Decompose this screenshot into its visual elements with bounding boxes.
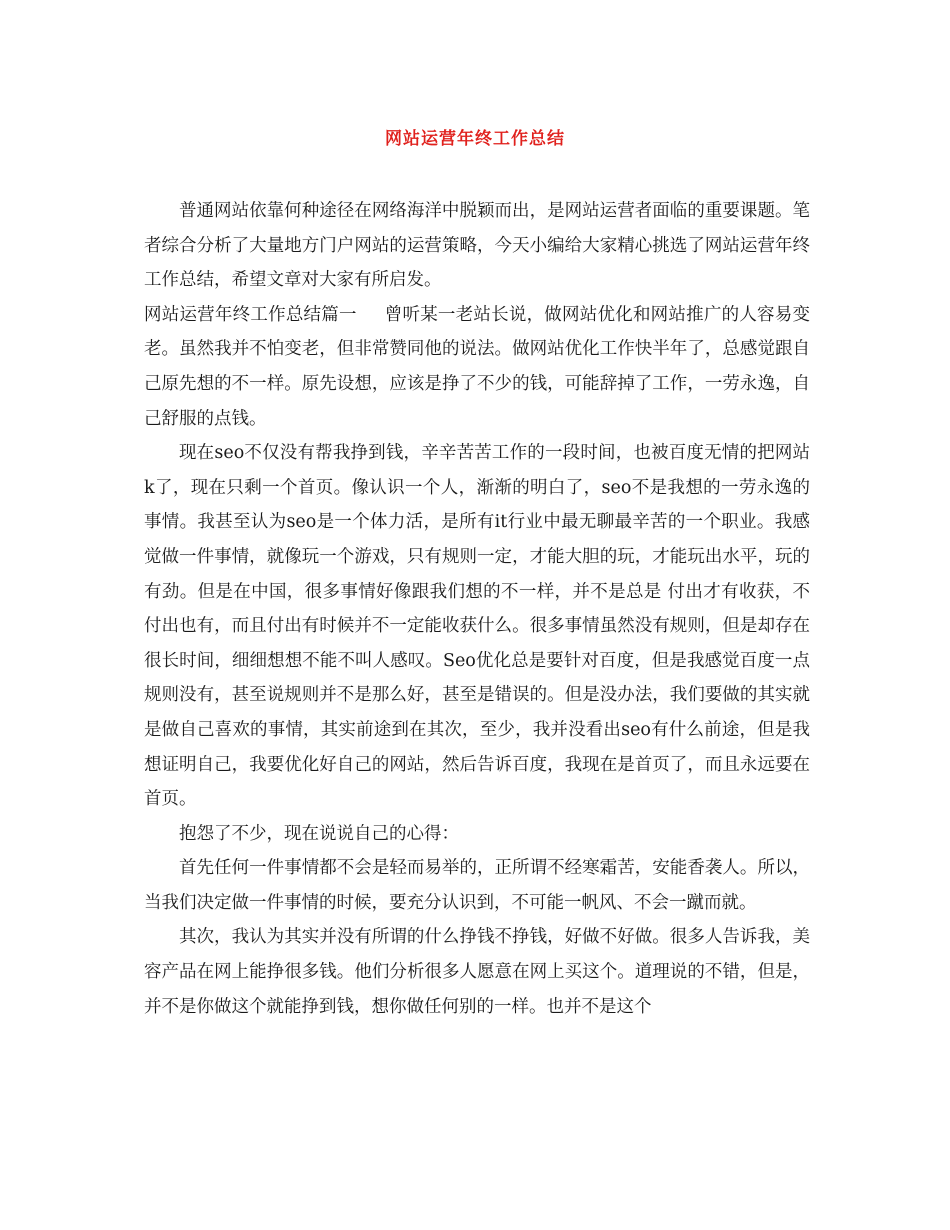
document-title: 网站运营年终工作总结 (385, 129, 565, 149)
document-body (144, 194, 810, 1024)
body-paragraph: 抱怨了不少，现在说说自己的心得： (179, 823, 459, 844)
body-paragraph: 现在seo不仅没有帮我挣到钱，辛辛苦苦工作的一段时间，也被百度无情的把网站k了，现在只剩一个首页。像认识一个人，渐渐的明白了，seo不是我想的一劳永逸的事情。我甚至认为seo是一个体力活，是所有it行业中最无聊最辛苦的一个职业。我感觉做一件事情，就像玩一个游戏，只有规则一定，才能大胆的玩，才能玩出水平，玩的有劲。但是在中国，很多事情好像跟我们想的不一样，并不是总是 付出才有收获，不付出也有，而且付出有时候并不一定能收获什么。很多事情虽然没有规则，但是却存在很长时间，细细想想不能不叫人感叹。Seo优化总是要针对百度，但是我感觉百度一点规则没有，甚至说规则并不是那么好，甚至是错误的。但是没办法，我们要做的其实就是做自己喜欢的事情，其实前途到在其次，至少，我并没看出seo有什么前途，但是我想证明自己，我要优化好自己的网站，然后告诉百度，我现在是首页了，而且永远要在首页。 (144, 443, 810, 810)
section-first-paragraph (144, 298, 810, 436)
body-paragraph: 首先任何一件事情都不会是轻而易举的，正所谓不经寒霜苦，安能香袭人。所以，当我们决定做一件事情的时候，要充分认识到，不可能一帆风、不会一蹴而就。 (144, 858, 810, 913)
intro-paragraph: 普通网站依靠何种途径在网络海洋中脱颖而出，是网站运营者面临的重要课题。笔者综合分析了大量地方门户网站的运营策略，今天小编给大家精心挑选了网站运营年终工作总结，希望文章对大家有所启发。 (144, 201, 810, 291)
section-first-text: 曾听某一老站长说，做网站优化和网站推广的人容易变老。虽然我并不怕变老，但非常赞同他的说法。做网站优化工作快半年了，总感觉跟自己原先想的不一样。原先设想，应该是挣了不少的钱，可能辞掉了工作，一劳永逸，自己舒服的点钱。 (144, 304, 811, 429)
body-paragraph: 其次，我认为其实并没有所谓的什么挣钱不挣钱，好做不好做。很多人告诉我，美容产品在网上能挣很多钱。他们分析很多人愿意在网上买这个。道理说的不错，但是，并不是你做这个就能挣到钱，想你做任何别的一样。也并不是这个 (144, 927, 810, 1017)
section-heading: 网站运营年终工作总结篇一 (144, 304, 357, 325)
